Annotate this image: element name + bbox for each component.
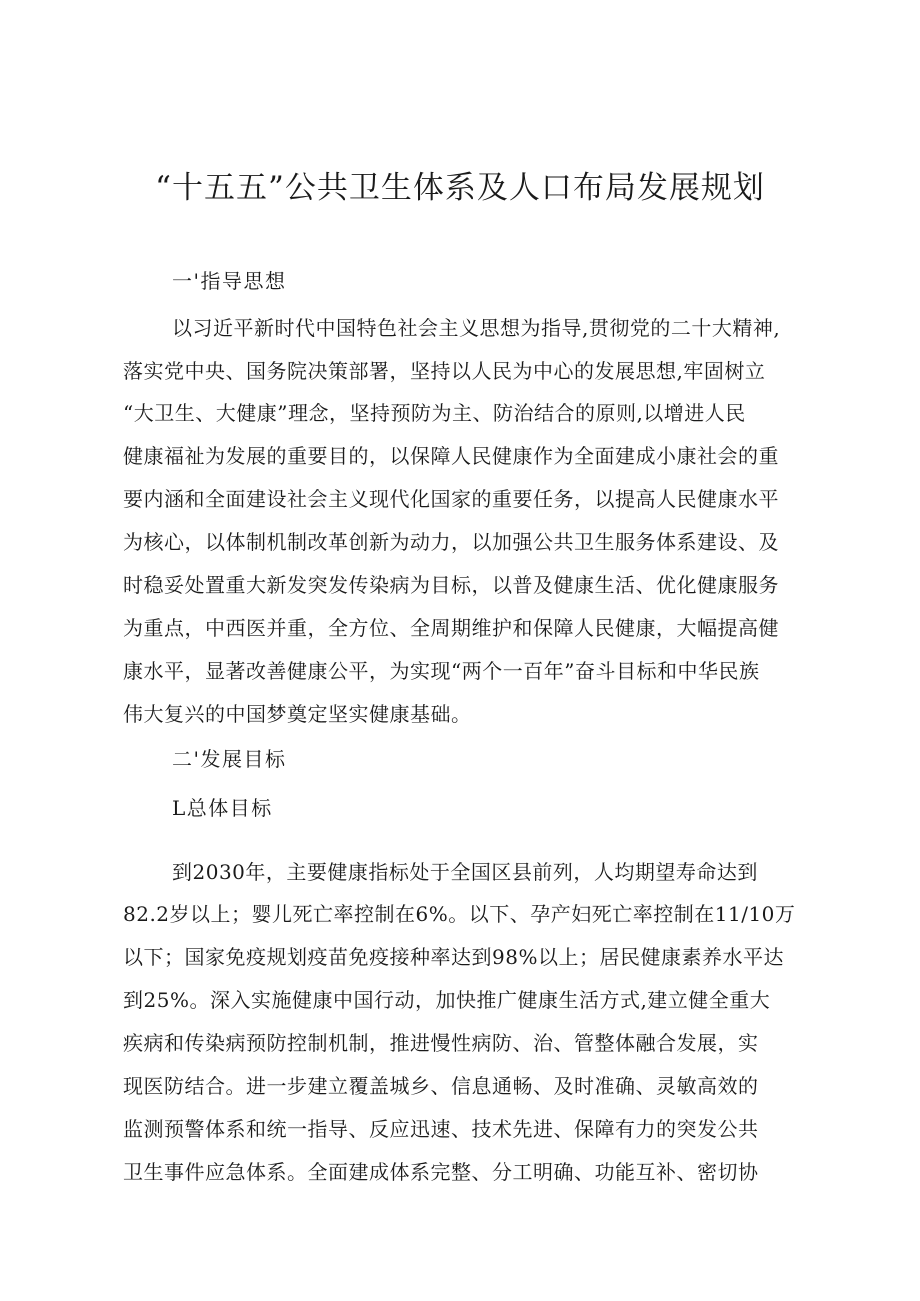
subheading-overall-goals: L总体目标: [172, 796, 273, 820]
paragraph-line: 伟大复兴的中国梦奠定坚实健康基础。: [123, 702, 472, 726]
paragraph-line: 监测预警体系和统一指导、反应迅速、技术先进、保障有力的突发公共: [123, 1117, 759, 1141]
section-heading-development-goals: 二'发展目标: [172, 747, 287, 771]
paragraph-line: 以习近平新时代中国特色社会主义思想为指导,贯彻党的二十大精神,: [172, 316, 781, 340]
paragraph-line: 康水平，显著改善健康公平，为实现“两个一百年”奋斗目标和中华民族: [123, 659, 760, 683]
paragraph-line: 疾病和传染病预防控制机制，推进慢性病防、治、管整体融合发展，实: [123, 1031, 759, 1055]
section-heading-guiding-ideology: 一'指导思想: [172, 269, 287, 293]
paragraph-line: 到2030年，主要健康指标处于全国区县前列，人均期望寿命达到: [172, 860, 758, 884]
paragraph-line: 为核心，以体制机制改革创新为动力，以加强公共卫生服务体系建设、及: [123, 530, 779, 554]
paragraph-line: 落实党中央、国务院决策部署，坚持以人民为中心的发展思想,牢固树立: [123, 359, 766, 383]
document-title: “十五五”公共卫生体系及人口布局发展规划: [155, 170, 765, 206]
paragraph-line: 以下；国家免疫规划疫苗免疫接种率达到98%以上；居民健康素养水平达: [123, 945, 784, 969]
paragraph-line: 卫生事件应急体系。全面建成体系完整、分工明确、功能互补、密切协: [123, 1160, 759, 1184]
paragraph-line: “大卫生、大健康”理念，坚持预防为主、防治结合的原则,以增进人民: [123, 401, 746, 425]
paragraph-line: 82.2岁以上；婴儿死亡率控制在6%。以下、孕产妇死亡率控制在11/10万: [123, 902, 796, 926]
paragraph-line: 时稳妥处置重大新发突发传染病为目标，以普及健康生活、优化健康服务: [123, 573, 779, 597]
paragraph-line: 现医防结合。进一步建立覆盖城乡、信息通畅、及时准确、灵敏高效的: [123, 1074, 759, 1098]
paragraph-line: 到25%。深入实施健康中国行动，加快推广健康生活方式,建立健全重大: [123, 988, 771, 1012]
paragraph-line: 要内涵和全面建设社会主义现代化国家的重要任务，以提高人民健康水平: [123, 487, 779, 511]
paragraph-line: 为重点，中西医并重，全方位、全周期维护和保障人民健康，大幅提高健: [123, 616, 779, 640]
paragraph-line: 健康福祉为发展的重要目的，以保障人民健康作为全面建成小康社会的重: [123, 444, 779, 468]
